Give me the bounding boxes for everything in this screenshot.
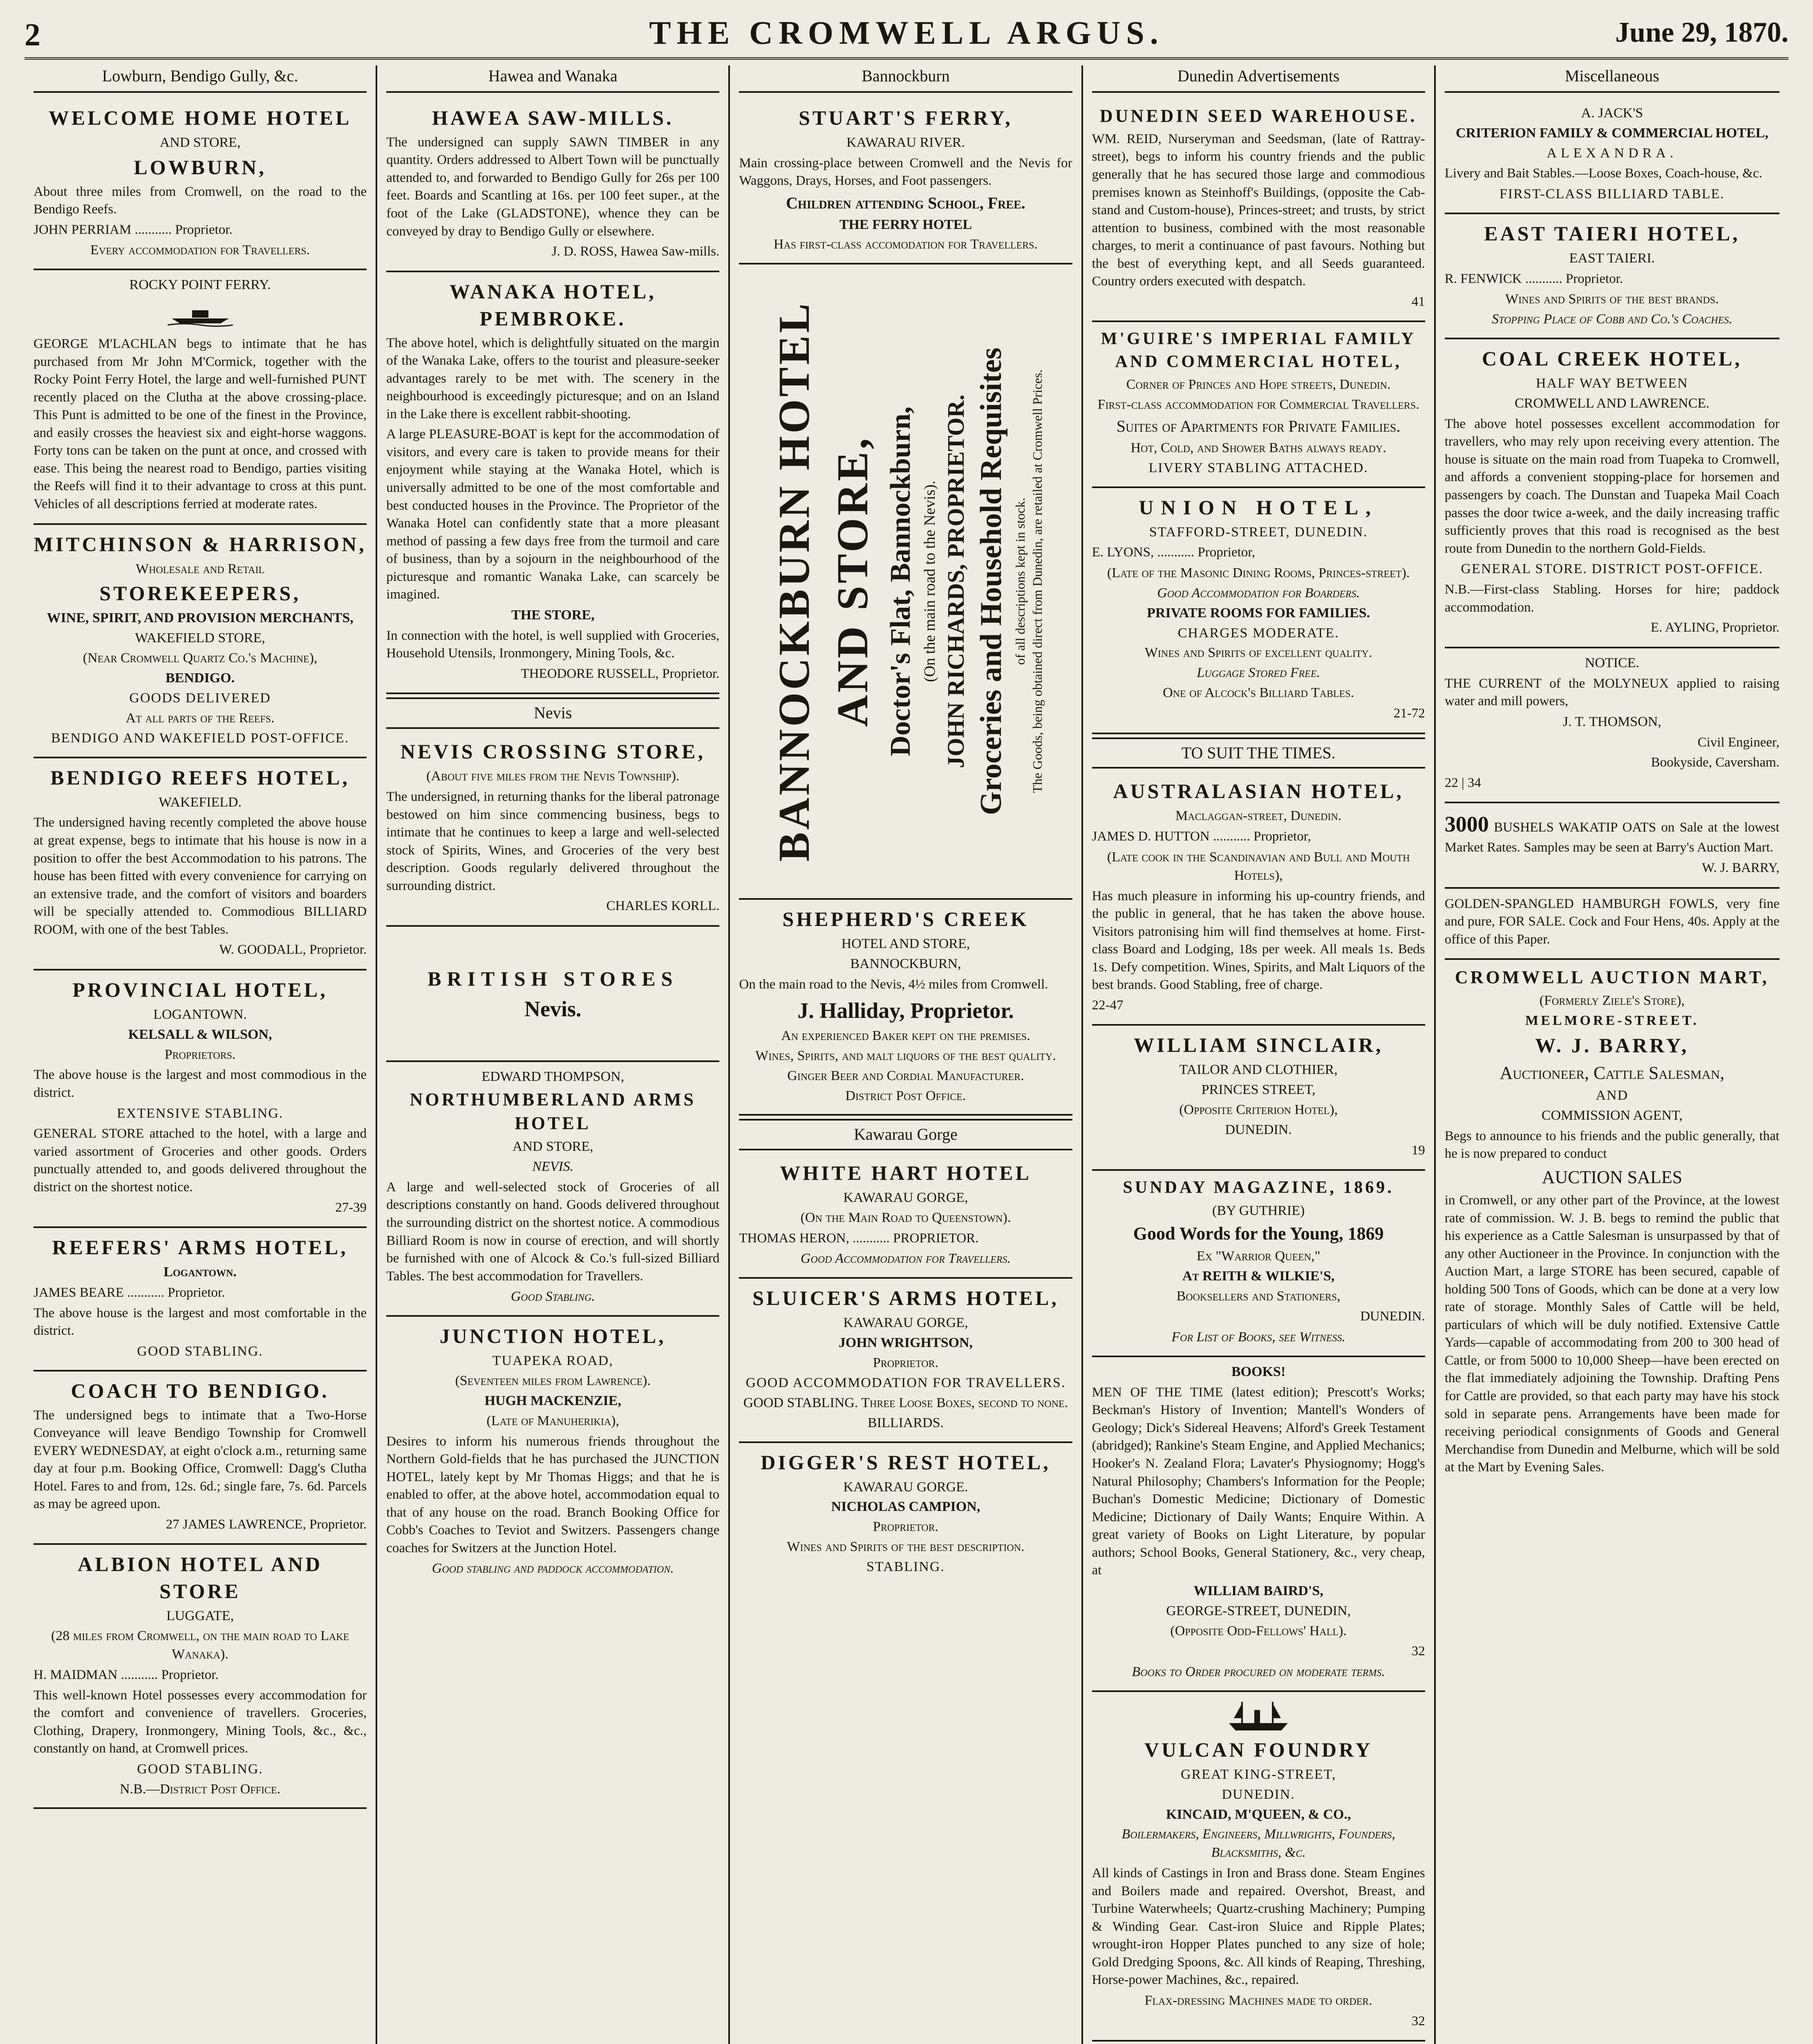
ad-name: WILLIAM BAIRD'S, [1193,1583,1323,1598]
ad-notice-molyneux [1445,648,1779,803]
ad-note: Has first-class accomodation for Travellers. [773,237,1038,252]
ad-body: GOLDEN-SPANGLED HAMBURGH FOWLS, very fine and pure, FOR SALE. Cock and Four Hens, 40s. Apply at the office of this Paper. [1444,896,1779,947]
ad-title: DIGGER'S REST HOTEL, [761,1450,1051,1474]
section-heading: Kawarau Gorge [739,1119,1072,1150]
ad-shepherds-creek [739,900,1072,1116]
ad-city: DUNEDIN. [1360,1309,1425,1324]
ad-number: 27-39 [335,1200,367,1215]
ad-title: WILLIAM SINCLAIR, [1133,1033,1383,1057]
ad-ginger: Ginger Beer and Cordial Manufacturer. [787,1068,1024,1083]
ad-wines: Wines and Spirits of the best description. [787,1539,1025,1555]
ad-title: SUNDAY MAGAZINE, 1869. [1123,1178,1394,1197]
ad-line: WINE, SPIRIT, AND PROVISION MERCHANTS, [47,610,354,626]
ad-line: BENDIGO AND WAKEFIELD POST-OFFICE. [51,730,349,746]
ad-title: WHITE HART HOTEL [780,1161,1032,1185]
ad-vulcan-foundry [1092,1692,1425,2042]
ad-stabling: GOOD STABLING. Three Loose Boxes, second to none. [743,1395,1068,1410]
ad-title: ROCKY POINT FERRY. [129,277,271,293]
ad-body: This well-known Hotel possesses every accommodation for the comfort and convenience of travellers. Groceries, Clothing, Drapery, Ironmongery, Mining Tools, &c., &c., constantly on hand, at Cromwell prices. [34,1688,367,1756]
section-heading: TO SUIT THE TIMES. [1092,737,1425,769]
ad-nb: N.B.—First-class Stabling. Horses for hire; paddock accommodation. [1444,582,1779,615]
ad-line: At all parts of the Reefs. [125,710,275,726]
ad-billiard: FIRST-CLASS BILLIARD TABLE. [1499,186,1725,202]
ad-place: Doctor's Flat, Bannockburn, [884,406,916,757]
ad-title: COACH TO BENDIGO. [71,1379,329,1402]
ad-post-office: District Post Office. [845,1088,966,1103]
ad-proprietor: JAMES BEARE ........... Proprietor. [34,1285,225,1300]
ad-body: A large and well-selected stock of Groceries of all descriptions constantly on hand. Goods delivered throughout the surrounding district on the shortest notice. A commodious Billiard Room is now in course of erection, and will shortly be furnished with one of Alcock & Co.'s full-sized Billiard Tables. The best accommodation for Travellers. [386,1179,720,1284]
ad-proprietor: Proprietor. [873,1355,939,1371]
ad-post-office: N.B.—District Post Office. [120,1781,281,1797]
ad-title: SLUICER'S ARMS HOTEL, [752,1286,1059,1310]
ad-proprietor: J. Halliday, Proprietor. [797,998,1014,1023]
ad-cromwell-auction-mart [1445,960,1779,1486]
ad-billiards: BILLIARDS. [867,1415,944,1430]
ad-general-store: GENERAL STORE. DISTRICT POST-OFFICE. [1461,561,1764,577]
ad-store-title: THE STORE, [511,607,595,623]
ad-line: GOODS DELIVERED [129,690,271,706]
ad-subtitle: KAWARAU GORGE, [843,1190,968,1206]
ad-street: PRINCES STREET, [1201,1082,1316,1098]
ad-proprietor: JAMES D. HUTTON ........... Proprietor, [1092,829,1311,844]
column-heading: Lowburn, Bendigo Gully, &c. [34,65,367,93]
ad-junction-hotel [386,1317,719,1587]
ad-halfway: HALF WAY BETWEEN [1536,376,1688,391]
ad-at: At REITH & WILKIE'S, [1182,1268,1335,1284]
ad-title: SHEPHERD'S CREEK [782,908,1029,931]
ad-late: (Late of the Masonic Dining Rooms, Princes-street). [1107,565,1410,580]
masthead [25,12,1788,60]
ad-line: A. JACK'S [1581,105,1643,121]
ad-rocky-point-ferry [34,270,367,524]
ad-opposite: (Opposite Criterion Hotel), [1179,1102,1338,1118]
ad-tables: One of Alcock's Billiard Tables. [1163,685,1354,701]
ad-charges: CHARGES MODERATE. [1177,625,1339,641]
ad-body: The above house is the largest and most commodious in the district. [34,1067,367,1100]
ad-body: THE CURRENT of the MOLYNEUX applied to raising water and mill powers, [1444,676,1779,709]
ad-subtitle: AND STORE, [512,1139,593,1154]
ad-goods: Groceries and Household Requisites [974,347,1008,816]
ad-quantity: 3000 [1444,812,1489,837]
ad-body: in Cromwell, or any other part of the Province, at the lowest rate of commission. W. J. B. begs to remind the public that his experience as a Cattle Salesman is unsurpassed by that of any other Auctioneer in the Province. In conjunction with the Auction Mart, a large STORE has been secured, capable of holding 500 Tons of Goods, which can be done at a very low rate of storage. Monthly Sales of Cattle will be held, particulars of which will be duly notified. Extensive Cattle Yards—capable of accommodating from 200 to 300 head of Cattle, or from 5000 to 10,000 Sheep—have been erected on the flat immediately adjoining the Township. Drafting Pens for Cattle are provided, so that each party may have his stock sold in separate pens. Arrangements have been made for receiving periodical consignments of Goods and General Merchandise from Dunedin and Melburne, which will be sold at the Mart by Evening Sales. [1444,1192,1779,1475]
ad-stock: of all descriptions kept in stock. [1012,498,1027,665]
ad-number: 41 [1411,294,1425,309]
ferry-cut-icon [168,296,233,333]
ad-name: HUGH MACKENZIE, [484,1393,621,1408]
ad-mitchinson-harrison [34,525,367,758]
ad-street: GREAT KING-STREET, [1180,1766,1336,1782]
ad-coal-creek-hotel [1445,339,1779,648]
ad-city: DUNEDIN. [1225,1122,1292,1138]
ad-stabling: GOOD STABLING. [137,1343,263,1359]
ad-subtitle: Logantown. [163,1264,237,1280]
ad-nevis-crossing-store [386,732,719,927]
ad-title: HAWEA SAW-MILLS. [432,106,674,129]
ad-body: MEN OF THE TIME (latest edition); Prescott's Works; Beckman's History of Invention; Mantell's Wonders of Geology; Dick's Sidereal Heavens; Alford's Greek Testament (abridged); Rankine's Steam Engine, and Applied Mechanics; Hooker's N. Zealand Flora; Lavater's Physiognomy; Hogg's Natural Philosophy; Chambers's Information for the People; Buchan's Domestic Medicine; Dictionary of Domestic Medicine; Dictionary of Daily Wants; Enquire Within. A great variety of Books on Light Literature, by popular authors; School Books, General Stationery, &c., very cheap, at [1092,1385,1425,1578]
ad-trade: Auctioneer, Cattle Salesman, [1500,1062,1725,1083]
ad-subtitle: HOTEL AND STORE, [841,936,970,952]
ad-british-stores [386,927,719,1062]
ad-body: A large PLEASURE-BOAT is kept for the accommodation of visitors, and every care is taken to provide means for their enjoyment while staying at the Wanaka Hotel, which is universally admitted to be one of the most comfortable and best conducted houses in the Province. The Proprietor of the Wanaka Hotel can confidently state that a more pleasant method of passing a few days free from the turmoil and care of business, than by a sojourn in the neighbourhood of the picturesque and romantic Wanaka Lake, can scarcely be imagined. [386,427,720,602]
ad-body-wrap [1445,810,1779,857]
ad-note: Books to Order procured on moderate terms. [1132,1664,1385,1679]
ad-signature: W. J. BARRY, [1702,860,1779,875]
ad-stabling: STABLING. [866,1559,945,1575]
ad-body: The above hotel, which is delightfully situated on the margin of the Wanaka Lake, offers to the tourist and pleasure-seeker advantages rarely to be met with. The scenery in the neighbourhood is exceedingly picturesque; and on an Island in the Lake there is excellent rabbit-shooting. [386,335,720,421]
ad-line: (Near Cromwell Quartz Co.'s Machine), [83,650,318,666]
ad-and: AND [1596,1088,1629,1103]
ad-sig3: Bookyside, Caversham. [1651,755,1779,770]
ad-booksellers: Booksellers and Stationers, [1176,1288,1341,1304]
ad-white-hart-hotel [739,1154,1072,1279]
ad-good-words: Good Words for the Young, 1869 [1133,1223,1384,1244]
column-heading: Dunedin Advertisements [1092,65,1425,93]
ad-hawea-saw-mills [386,99,719,272]
page-columns [25,65,1788,2044]
ad-east-taieri-hotel [1445,214,1779,339]
ad-body: Livery and Bait Stables.—Loose Boxes, Coach-house, &c. [1444,166,1762,181]
ad-criterion-hotel [1445,99,1779,214]
ad-title: STUART'S FERRY, [799,106,1013,129]
column-dunedin-ads [1083,65,1436,2044]
ad-subtitle: LUGGATE, [166,1608,234,1624]
ad-subtitle: Nevis. [524,996,582,1021]
ad-location: Corner of Princes and Hope streets, Dunedin. [1126,377,1391,392]
ad-street: GEORGE-STREET, DUNEDIN, [1166,1603,1351,1618]
ad-list: For List of Books, see Witness. [1171,1329,1345,1345]
ad-subtitle: KAWARAU RIVER. [846,134,965,150]
ad-proprietor: JOHN RICHARDS, PROPRIETOR. [942,394,969,769]
ad-wakatip-oats [1445,803,1779,888]
ad-signature: J. D. ROSS, Hawea Saw-mills. [551,244,720,259]
ad-name: NICHOLAS CAMPION, [831,1499,980,1515]
ad-title: CRITERION FAMILY & COMMERCIAL HOTEL, [1455,125,1768,141]
ad-title: AUSTRALASIAN HOTEL, [1113,780,1404,803]
ad-number: 22-47 [1092,997,1124,1013]
ad-location: (Seventeen miles from Lawrence). [455,1373,651,1388]
ad-subtitle: KAWARAU GORGE, [843,1315,968,1331]
column-heading: Hawea and Wanaka [386,65,719,93]
steamship-cut-icon [1226,1698,1291,1735]
ad-title: JUNCTION HOTEL, [439,1325,666,1348]
ad-city: DUNEDIN. [1222,1786,1295,1802]
ad-location: (On the main road to the Nevis). [921,480,939,682]
ad-mguires-hotel [1092,322,1425,488]
ad-bendigo-reefs-hotel [34,758,367,970]
ad-location: (28 miles from Cromwell, on the main road to Lake Wanaka). [51,1628,349,1662]
column-hawea-wanaka [377,65,730,2044]
section-heading: Nevis [386,697,719,729]
ad-body: The undersigned begs to intimate that a Two-Horse Conveyance will leave Bendigo Township for Cromwell EVERY WEDNESDAY, at eight o'clock a.m., returning same day at four p.m. Booking Office, Cromwell: Dagg's Clutha Hotel. Fares to and from, 12s. 6d.; single fare, 7s. 6d. Parcels as may be agreed upon. [34,1407,367,1512]
ad-title: BOOKS! [1231,1364,1286,1379]
ad-title: CROMWELL AUCTION MART, [1455,967,1769,988]
ad-dunedin-seed-warehouse [1092,99,1425,323]
ad-line: BENDIGO. [166,670,235,686]
ad-accommodation: GOOD ACCOMMODATION FOR TRAVELLERS. [745,1375,1066,1390]
ad-stop: Stopping Place of Cobb and Co.'s Coaches. [1492,312,1732,327]
ad-albion-hotel [34,1545,367,1809]
ad-subtitle: EAST TAIERI. [1569,250,1655,266]
ad-place: NEVIS. [532,1159,574,1174]
ad-title: COAL CREEK HOTEL, [1482,347,1742,370]
ad-proprietor: JOHN PERRIAM ........... Proprietor. [34,222,233,237]
ad-body: Desires to inform his numerous friends throughout the Northern Gold-fields that he has purchased the JUNCTION HOTEL, lately kept by Mr Thomas Higgs; and that he is enabled to offer, at the above hotel, accommodation equal to that of any house on the road. Branch Booking Office for Cobb's Coaches to Teviot and Switzers. Passengers change coaches for Switzers at the Junction Hotel. [386,1434,720,1555]
ad-title: UNION HOTEL, [1139,495,1378,519]
ad-diggers-rest [739,1443,1072,1585]
column-bannockburn [730,65,1083,2044]
ad-subtitle: LOGANTOWN. [153,1006,247,1022]
ad-stabling: Good Stabling. [510,1289,595,1304]
ad-union-hotel [1092,488,1425,734]
ad-signature: W. GOODALL, Proprietor. [219,942,367,957]
ad-subtitle: Maclaggan-street, Dunedin. [1175,808,1342,824]
ad-location: (On the Main Road to Queenstown). [800,1210,1011,1226]
ad-store: GENERAL STORE attached to the hotel, with a large and varied assortment of Groceries and other goods. Orders punctually attended to, and goods delivered throughout the district on the shortest notice. [34,1126,367,1195]
ad-number: 32 [1411,2013,1425,2028]
ad-body: The undersigned having recently completed the above house at great expense, begs to intimate that his house is now in a position to offer the best Accommodation to his patrons. The house has been fitted with every convenience for carrying on an extensive trade, and the comfort of visitors and boarders will be specially attended to. Commodious BILLIARD ROOM, with one of the best Tables. [34,815,367,937]
ad-subtitle: TUAPEKA ROAD, [492,1353,613,1369]
ad-stuarts-ferry [739,99,1072,265]
ad-sunday-magazine [1092,1171,1425,1357]
ad-names: KINCAID, M'QUEEN, & CO., [1166,1806,1351,1822]
ad-signature: 27 JAMES LAWRENCE, Proprietor. [166,1517,367,1532]
ad-body: Begs to announce to his friends and the public generally, that he is now prepared to conduct [1444,1128,1779,1161]
ad-proprietor: R. FENWICK ........... Proprietor. [1444,271,1623,286]
ad-sig2: Civil Engineer, [1697,735,1779,750]
ad-title: WELCOME HOME HOTEL [48,106,352,129]
ad-subtitle: WAKEFIELD. [159,794,242,810]
ad-name: JOHN WRIGHTSON, [838,1335,973,1351]
ad-opposite: (Opposite Odd-Fellows' Hall). [1170,1623,1347,1638]
ad-title: REEFERS' ARMS HOTEL, [52,1236,348,1259]
ad-subtitle: TAILOR AND CLOTHIER, [1179,1062,1338,1078]
ad-body: The above house is the largest and most comfortable in the district. [34,1305,367,1338]
ad-location: About three miles from Cromwell, on the road to the Bendigo Reefs. [34,184,367,217]
ad-body: WM. REID, Nurseryman and Seedsman, (late of Rattray-street), begs to inform his country friends and the public generally that he has secured those large and commodious premises known as Steinhoff's Buildings, (opposite the Cab-stand and Custom-house), Princes-street; and trusts, by strict attention to business, combined with the most reasonable charges, to merit a continuance of past favours. Nothing but the best of everything kept, and all Seeds guaranteed. Country orders executed with despatch. [1092,131,1425,289]
ad-hotel: THE FERRY HOTEL [839,217,972,232]
ad-patna-rice [1092,2042,1425,2044]
ad-proprietor: E. LYONS, ........... Proprietor, [1092,545,1256,560]
ad-proprietors: Proprietors. [164,1047,236,1062]
column-miscellaneous [1436,65,1788,2044]
ad-school: Children attending School, Free. [786,193,1025,212]
ad-title: PROVINCIAL HOTEL, [72,978,328,1001]
ad-title: M'GUIRE'S IMPERIAL FAMILY AND COMMERCIAL HOTEL, [1101,329,1416,371]
ad-ex: Ex "Warrior Queen," [1196,1248,1321,1264]
ad-signature: E. AYLING, Proprietor. [1650,620,1779,635]
ad-wanaka-hotel [386,272,719,695]
ad-title: EAST TAIERI HOTEL, [1484,222,1740,245]
ad-coach-to-bendigo [34,1372,367,1545]
page-number: 2 [25,17,40,52]
ad-sig1: J. T. THOMSON, [1562,714,1661,729]
ad-body: The above hotel possesses excellent accommodation for travellers, who may rely upon receiving every attention. The house is situate on the main road from Tuapeka to Cromwell, and affords a convenient stopping-place for horsemen and passengers by coach. The Dunstan and Tuapeka Mail Coach passes the door twice a-week, and the daily increasing traffic sufficiently proves that this road is recognised as the best route from Dunedin to the northern Gold-Fields. [1444,416,1779,556]
ad-name: W. J. BARRY, [1535,1033,1689,1057]
ad-wines: Wines and Spirits of excellent quality. [1144,645,1372,661]
ad-livery: LIVERY STABLING ATTACHED. [1148,460,1368,475]
ad-title: DUNEDIN SEED WAREHOUSE. [1099,105,1417,126]
ad-place: LOWBURN, [134,155,266,179]
ad-line: STOREKEEPERS, [99,582,301,605]
ad-between: CROMWELL AND LAWRENCE. [1514,395,1710,411]
ad-subtitle: STAFFORD-STREET, DUNEDIN. [1149,524,1368,540]
issue-date: June 29, 1870. [1615,17,1788,48]
ad-commission: COMMISSION AGENT, [1541,1107,1683,1123]
ad-name: EDWARD THOMPSON, [481,1069,624,1085]
ad-subtitle: KAWARAU GORGE. [843,1479,968,1495]
ad-william-sinclair [1092,1026,1425,1171]
ad-welcome-home-hotel [34,99,367,270]
ad-number: 21-72 [1393,706,1425,721]
ad-late: (Late of Manuherikia), [486,1413,620,1428]
ad-signature: THEODORE RUSSELL, Proprietor. [521,666,720,681]
ad-trades: Boilermakers, Engineers, Millwrights, Founders, Blacksmiths, &c. [1121,1827,1395,1860]
ad-provincial-hotel [34,970,367,1228]
ad-line: Wholesale and Retail [136,561,265,576]
ad-australasian-hotel [1092,772,1425,1026]
ad-body: BUSHELS WAKATIP OATS on Sale at the lowest Market Rates. Samples may be seen at Barry's Auction Mart. [1444,820,1779,855]
ad-stabling: GOOD STABLING. [137,1761,263,1777]
ad-books [1092,1357,1425,1692]
ad-signature: CHARLES KORLL. [606,899,720,914]
ad-number: 19 [1411,1143,1425,1158]
ad-body: All kinds of Castings in Iron and Brass done. Steam Engines and Boilers made and repaired. Overshot, Breast, and Turbine Waterwheels; Quartz-crushing Machinery; Pumping & Winding Gear. Cast-iron Sluice and Ripple Plates; wrought-iron Hopper Plates punched to any size of hole; Gold Dredging Spoons, &c. All kinds of Reaping, Threshing, Horse-power Machines, &c., repaired. [1092,1866,1425,1988]
ad-title: VULCAN FOUNDRY [1144,1738,1373,1761]
ad-body: The undersigned, in returning thanks for the liberal patronage bestowed on him since commencing business, begs to intimate that he continues to keep a large and well-selected stock of Spirits, Wines, and Groceries of the very best description. Goods regularly delivered throughout the surrounding district. [386,789,720,893]
ad-suites: Suites of Apartments for Private Families. [1116,417,1401,435]
ad-private: PRIVATE ROOMS FOR FAMILIES. [1147,605,1370,621]
ad-title: BANNOCKBURN HOTEL AND STORE, [770,301,877,862]
ad-number: 32 [1411,1644,1425,1659]
ad-store-body: In connection with the hotel, is well supplied with Groceries, Household Utensils, Ironmongery, Mining Tools, &c. [386,628,720,661]
ad-proprietor: H. MAIDMAN ........... Proprietor. [34,1667,219,1682]
ad-sales: AUCTION SALES [1542,1167,1683,1187]
ad-number: 22 | 34 [1444,775,1481,790]
ad-sluicers-arms [739,1279,1072,1443]
rotated-block [765,271,1046,892]
ad-by: (BY GUTHRIE) [1212,1203,1305,1218]
ad-northumberland-arms [386,1062,719,1317]
ad-title: ALBION HOTEL AND STORE [78,1553,323,1603]
column-lowburn [25,65,377,2044]
ad-body: The undersigned can supply SAWN TIMBER in any quantity. Orders addressed to Albert Town will be punctually attended to, and forwarded to Bendigo Gully for 26s per 100 feet. Boards and Scantling at 16s. per 100 feet super., at the foot of the Lake (GLADSTONE), whence they can be conveyed by dray to Bendigo Gully or elsewhere. [386,134,720,239]
ad-body: Main crossing-place between Cromwell and the Nevis for Waggons, Drays, Horses, and Foot passengers. [739,155,1072,188]
ad-title: WANAKA HOTEL, PEMBROKE. [449,280,656,330]
ad-hamburgh-fowls [1445,889,1779,960]
ad-title: NEVIS CROSSING STORE, [400,740,705,763]
ad-proprietor: THOMAS HERON, ........... PROPRIETOR. [739,1230,979,1246]
ad-formerly: (Formerly Ziele's Store), [1539,993,1685,1009]
ad-body: GEORGE M'LACHLAN begs to intimate that he has purchased from Mr John M'Cormick, together with the Rocky Point Ferry Hotel, the large and well-furnished PUNT recently placed on the Clutha at the above crossing-place. This Punt is admitted to be one of the finest in the Province, and easily crosses the heaviest six and eight-horse waggons. Forty tons can be taken on the punt at once, and crossed with ease. This being the nearest road to Bendigo, parties visiting the Reefs will find it to their advantage to cross at this punt. Vehicles of all descriptions ferried at moderate rates. [34,336,367,511]
ad-owners: KELSALL & WILSON, [128,1026,272,1042]
newspaper-title: THE CROMWELL ARGUS. [649,15,1164,51]
ad-location: On the main road to the Nevis, 4½ miles from Cromwell. [739,977,1048,992]
ad-luggage: Luggage Stored Free. [1197,665,1321,681]
ad-wines: Wines, Spirits, and malt liquors of the best quality. [755,1048,1056,1063]
ad-title: BRITISH STORES [428,967,678,990]
ad-stabling: EXTENSIVE STABLING. [116,1105,284,1121]
ad-accommodation: First-class accommodation for Commercial Travellers. [1097,397,1419,412]
ad-note: Every accommodation for Travellers. [90,242,310,258]
ad-subtitle: (About five miles from the Nevis Township). [426,769,680,784]
ad-line: WAKEFIELD STORE, [135,630,265,646]
ad-flax: Flax-dressing Machines made to order. [1144,1993,1372,2008]
ad-street: MELMORE-STREET. [1525,1013,1699,1029]
column-heading: Miscellaneous [1445,65,1779,93]
ad-wines: Wines and Spirits of the best brands. [1505,291,1719,307]
ad-place: BANNOCKBURN, [850,956,961,972]
ad-good: Good Accommodation for Boarders. [1157,585,1360,601]
ad-baths: Hot, Cold, and Shower Baths always ready. [1130,440,1386,455]
ad-bannockburn-hotel-rotated [739,264,1072,900]
ad-note: Good Accommodation for Travellers. [800,1251,1011,1266]
column-heading: Bannockburn [739,65,1072,93]
ad-proprietor: Proprietor. [873,1519,939,1535]
ad-baker: An experienced Baker kept on the premises. [781,1028,1030,1043]
ad-title: NORTHUMBERLAND ARMS HOTEL [410,1089,696,1134]
ad-title: NOTICE. [1585,655,1639,670]
ad-late: (Late cook in the Scandinavian and Bull and Mouth Hotels), [1107,849,1410,883]
ad-body: Has much pleasure in informing his up-country friends, and the public in general, that he has taken the above house. Visitors patronising him will find themselves at home. First-class Board and Lodging, 18s per week. All meals 1s. Beds 1s. Defy competition. Wines, Spirits, and Malt Liquors of the best brands. Good Stabling, free of charge. [1092,888,1425,993]
ad-place: ALEXANDRA. [1547,145,1678,161]
ad-prices: The Goods, being obtained direct from Dunedin, are retailed at Cromwell Prices. [1030,370,1045,793]
ad-reefers-arms [34,1228,367,1371]
ad-title: MITCHINSON & HARRISON, [34,532,367,556]
ad-subtitle: AND STORE, [159,134,241,150]
ad-stabling: Good stabling and paddock accommodation. [432,1561,674,1576]
ad-title: BENDIGO REEFS HOTEL, [50,766,350,789]
